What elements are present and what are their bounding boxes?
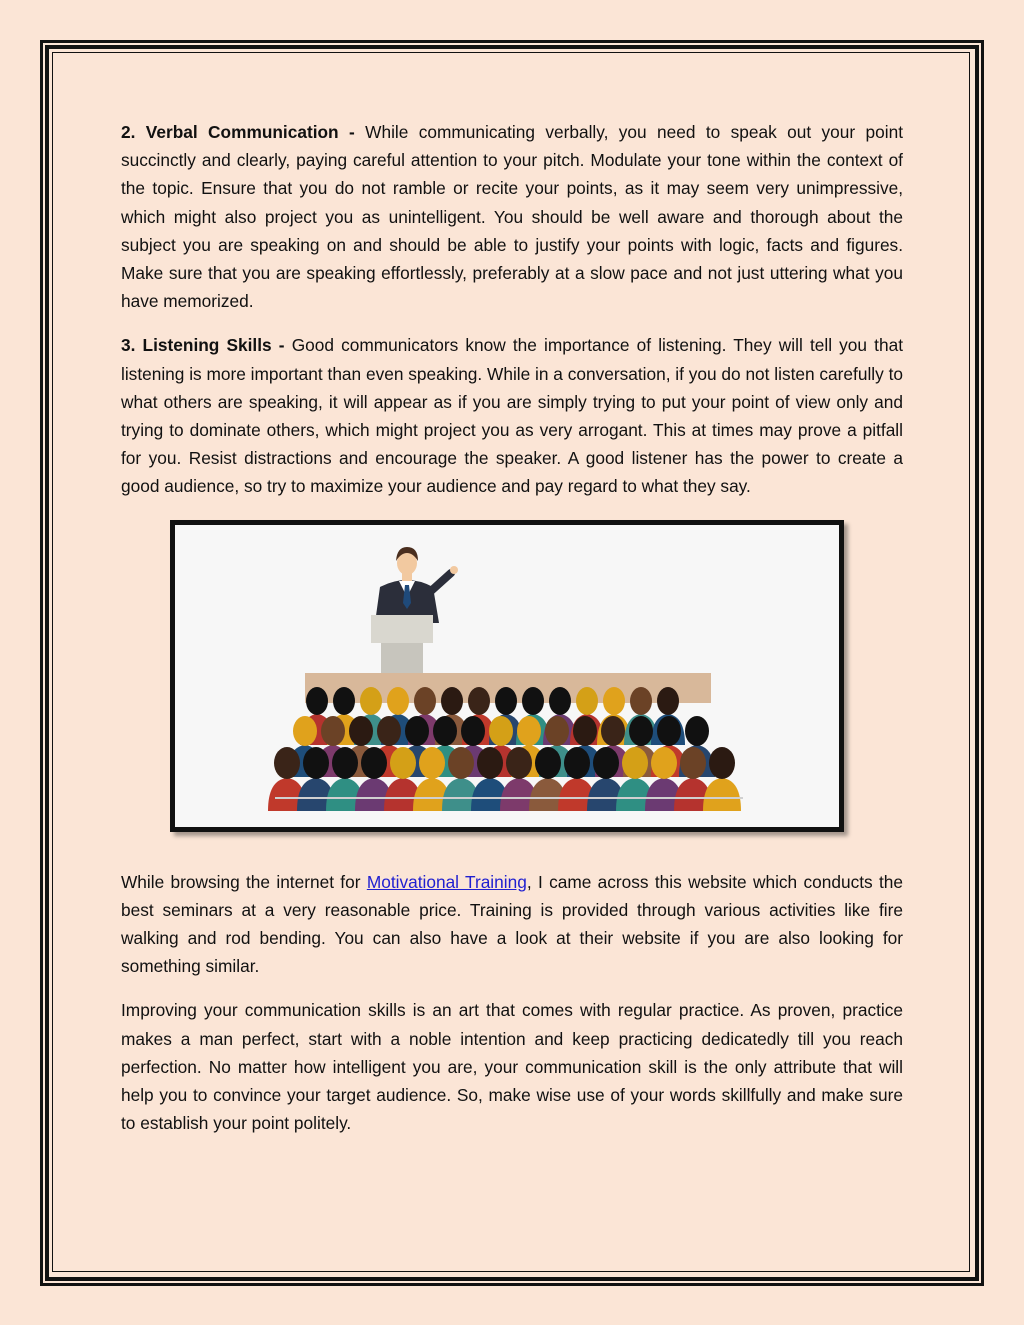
audience-member-head xyxy=(441,687,463,715)
audience-member-head xyxy=(361,747,387,779)
audience-member-head xyxy=(603,687,625,715)
listening-skills-body: Good communicators know the importance of listening. They will tell you that listening is more important than even speaking. While in a conversation, if you do not listen carefully to what others are speaking, it will appear as if you are simply trying to put your point of view only and trying to dominate others, which might project you as very arrogant. This at times may prove a pitfall for you. Resist distractions and encourage the speaker. A good listener has the power to create a good audience, so try to maximize your audience and pay regard to what they say. xyxy=(121,335,903,497)
audience-member-head xyxy=(377,716,401,746)
audience-member-head xyxy=(468,687,490,715)
audience-member-head xyxy=(545,716,569,746)
audience-member-head xyxy=(576,687,598,715)
browsing-paragraph xyxy=(121,868,903,981)
verbal-communication-paragraph xyxy=(121,118,903,315)
audience-member-head xyxy=(306,687,328,715)
motivational-training-link[interactable]: Motivational Training xyxy=(366,871,527,892)
verbal-communication-body: While communicating verbally, you need to speak out your point succinctly and clearly, paying careful attention to your pitch. Modulate your tone within the context of the topic. Ensure that you do not ramble or recite your points, as it may seem very unimpressive, which might also project you as unintelligent. You should be well aware and thorough about the subject you are speaking on and should be able to justify your points with logic, facts and figures. Make sure that you are speaking effortlessly, preferably at a slow pace and not just uttering what you have memorized. xyxy=(121,122,904,312)
audience-member-head xyxy=(517,716,541,746)
audience-member-head xyxy=(448,747,474,779)
audience-member-head xyxy=(685,716,709,746)
audience-member-head xyxy=(477,747,503,779)
audience-member-head xyxy=(630,687,652,715)
audience-member-head xyxy=(321,716,345,746)
audience-member-head xyxy=(629,716,653,746)
document-content xyxy=(121,118,903,1153)
speaker-hand xyxy=(450,566,458,574)
browsing-text-before: While browsing the internet for xyxy=(121,871,367,892)
speaker-audience-illustration xyxy=(170,520,844,832)
listening-skills-heading: 3. Listening Skills - xyxy=(121,335,285,356)
closing-paragraph: Improving your communication skills is an art that comes with regular practice. As proven, practice makes a man perfect, start with a noble intention and keep practicing dedicatedly till you reach perfection. No matter how intelligent you are, your communication skill is the only attribute that will help you to convince your target audience. So, make wise use of your words skillfully and make sure to establish your point politely. xyxy=(121,1000,903,1134)
audience-member-head xyxy=(564,747,590,779)
audience-member-body xyxy=(703,778,741,811)
audience-member-head xyxy=(657,716,681,746)
audience-member-head xyxy=(651,747,677,779)
audience-member-head xyxy=(657,687,679,715)
audience-member-head xyxy=(390,747,416,779)
floor-line xyxy=(275,797,743,799)
speaker-arm xyxy=(431,573,451,591)
audience-member-head xyxy=(601,716,625,746)
audience-member-head xyxy=(332,747,358,779)
audience-member-head xyxy=(549,687,571,715)
audience-member-head xyxy=(495,687,517,715)
illustration-canvas xyxy=(175,525,839,827)
audience-member-head xyxy=(709,747,735,779)
audience-member-head xyxy=(349,716,373,746)
audience-member-head xyxy=(293,716,317,746)
audience-member-head xyxy=(622,747,648,779)
audience-member-head xyxy=(414,687,436,715)
podium-top xyxy=(371,615,433,643)
audience-member-head xyxy=(360,687,382,715)
listening-skills-paragraph xyxy=(121,331,903,500)
audience-member-head xyxy=(593,747,619,779)
audience-member-head xyxy=(573,716,597,746)
audience-member-head xyxy=(680,747,706,779)
audience-member-head xyxy=(489,716,513,746)
audience-member-head xyxy=(461,716,485,746)
audience-member-head xyxy=(303,747,329,779)
audience-member-head xyxy=(333,687,355,715)
audience-member-head xyxy=(522,687,544,715)
browsing-text-after: , I came across this website which conducts the best seminars at a very reasonable price. Training is provided through various activities like fire walking and rod bending. You can also have a look at their website if you are also looking for something similar. xyxy=(121,871,903,977)
audience-member-head xyxy=(506,747,532,779)
audience-member-head xyxy=(387,687,409,715)
verbal-communication-heading: 2. Verbal Communication - xyxy=(121,122,355,142)
audience-member-head xyxy=(274,747,300,779)
audience-member-head xyxy=(405,716,429,746)
audience-member-head xyxy=(419,747,445,779)
audience-member-head xyxy=(535,747,561,779)
audience-member-head xyxy=(433,716,457,746)
